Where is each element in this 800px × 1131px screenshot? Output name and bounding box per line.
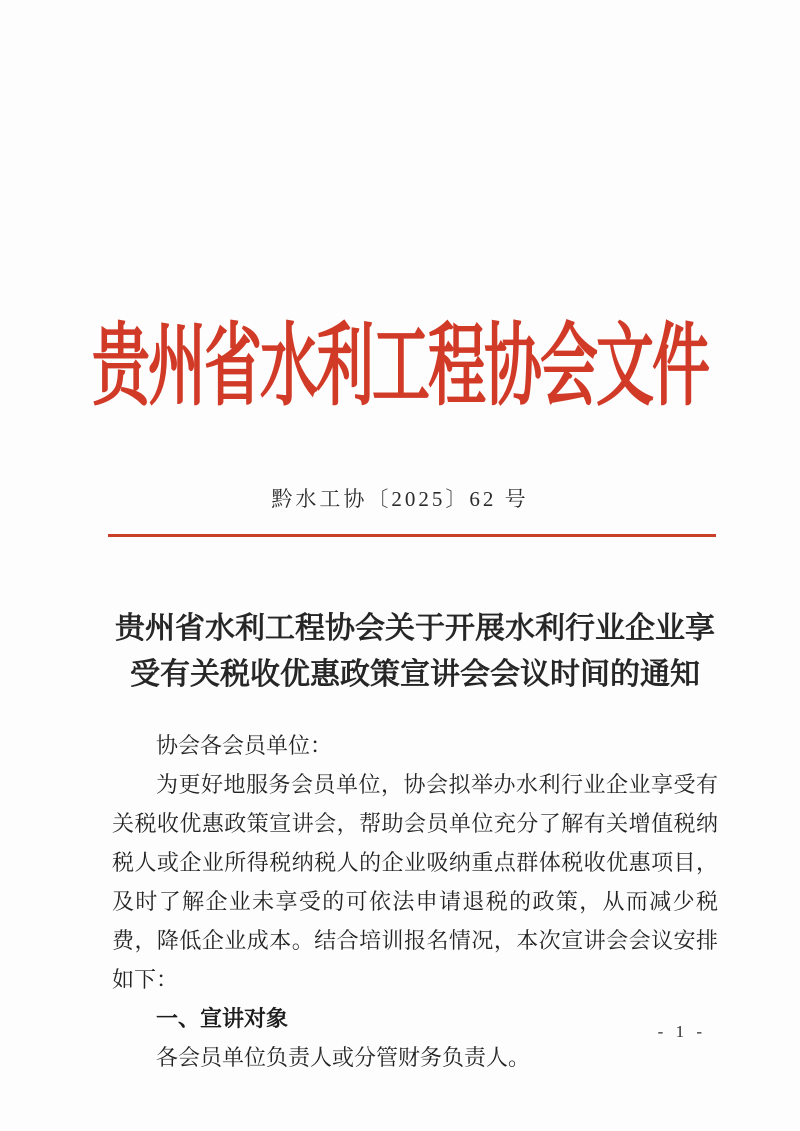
intro-paragraph: 为更好地服务会员单位，协会拟举办水利行业企业享受有关税收优惠政策宣讲会，帮助会员单位充分了解有关增值税纳税人或企业所得税纳税人的企业吸纳重点群体税收优惠项目，及时了解企业未享受的可依法申请退税的政策，从而减少税费，降低企业成本。结合培训报名情况，本次宣讲会会议安排如下： xyxy=(112,772,718,992)
section-1-heading: 一、宣讲对象 xyxy=(156,1006,289,1031)
document-body xyxy=(112,726,718,1077)
section-1-body: 各会员单位负责人或分管财务负责人。 xyxy=(156,1045,531,1070)
page-number: - 1 - xyxy=(657,1022,706,1041)
red-divider-line xyxy=(108,534,716,537)
document-title: 贵州省水利工程协会关于开展水利行业企业享受有关税收优惠政策宣讲会会议时间的通知 xyxy=(115,612,715,691)
document-number: 黔水工协〔2025〕62 号 xyxy=(271,487,529,511)
salutation-line: 协会各会员单位： xyxy=(156,733,333,758)
masthead-title: 贵州省水利工程协会文件 xyxy=(91,315,708,417)
